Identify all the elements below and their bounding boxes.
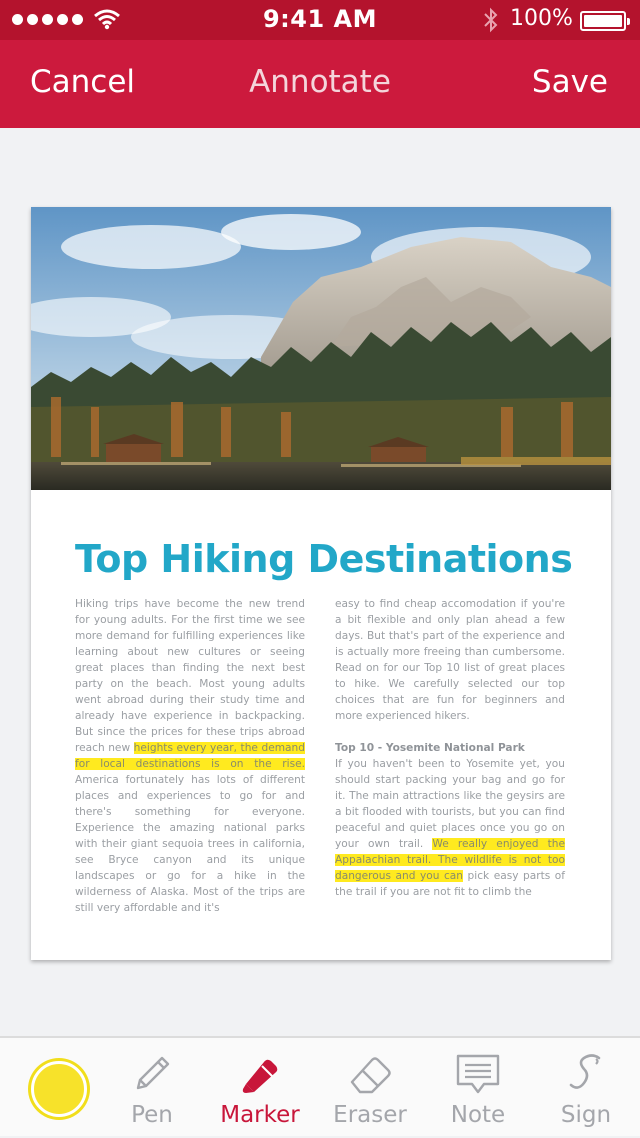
annotation-toolbar	[0, 1036, 640, 1136]
battery-icon	[580, 11, 626, 31]
marker-icon	[236, 1052, 284, 1096]
highlight-annotation[interactable]: We really enjoyed the Appalachian trail. The wildlife is not too dangerous and you can	[335, 838, 565, 882]
paragraph-text: America fortunately has lots of different places and experiences to go for and there's something for everyone. Experience the amazing national parks with their giant sequoia trees in california, see Bryce canyon and its unique landscapes or go for a hike in the wilderness of Alaska. Most of the trips are still very affordable and it's	[75, 774, 305, 914]
mountain-lake-photo	[31, 207, 611, 490]
left-column-text[interactable]	[75, 596, 305, 916]
right-column-text[interactable]	[335, 596, 565, 900]
tool-label: Note	[450, 1102, 506, 1128]
bluetooth-icon	[483, 7, 499, 33]
note-icon	[454, 1052, 502, 1096]
cancel-button[interactable]: Cancel	[30, 64, 136, 100]
sign-icon	[566, 1052, 606, 1096]
tool-pen[interactable]	[112, 1038, 192, 1138]
tool-sign[interactable]	[548, 1038, 624, 1138]
highlight-annotation[interactable]: heights every year, the demand for local destinations is on the rise.	[75, 742, 305, 770]
paragraph-text: easy to find cheap accomodation if you're a bit flexible and only plan ahead a few days. But that's part of the experience and is actually more freeing than cumbersome. Read on for our Top 10 list of great places to hike. We carefully selected our top choices that are fun for beginners and more experienced hikers.	[335, 598, 565, 722]
tool-label: Marker	[220, 1102, 300, 1128]
save-button[interactable]: Save	[531, 64, 608, 100]
paragraph-text: Hiking trips have become the new trend for young adults. For the first time we see more demand for fulfilling experiences like learning about new cultures or seeing great places than finding the next best party on the beach. Most young adults went abroad during their study time and already have experience in backpacking. But since the prices for these trips abroad reach new	[75, 598, 305, 754]
status-time: 9:41 AM	[262, 5, 377, 33]
tool-eraser[interactable]	[328, 1038, 412, 1138]
tool-label: Pen	[131, 1102, 173, 1128]
status-bar	[0, 0, 640, 40]
pen-icon	[130, 1052, 174, 1096]
nav-bar	[0, 40, 640, 128]
document-page[interactable]	[31, 207, 611, 960]
eraser-icon	[346, 1052, 394, 1096]
page-title: Annotate	[249, 64, 391, 100]
paragraph-text: pick easy parts of the trail if you are not fit to climb the	[335, 870, 565, 898]
section-subheading: Top 10 - Yosemite National Park	[335, 742, 525, 754]
tool-label: Eraser	[333, 1102, 407, 1128]
tool-marker[interactable]	[214, 1038, 306, 1138]
annotation-canvas[interactable]	[0, 128, 640, 1036]
color-picker-button[interactable]	[31, 1061, 87, 1117]
tool-note[interactable]	[440, 1038, 516, 1138]
battery-percent: 100%	[510, 6, 573, 31]
tool-label: Sign	[560, 1102, 612, 1128]
paragraph-text: If you haven't been to Yosemite yet, you should start packing your bag and go for it. The main attractions like the geysirs are a bit flooded with tourists, but you can find peaceful and quiet places once you go on your own trail.	[335, 758, 565, 850]
document-title: Top Hiking Destinations	[75, 537, 573, 581]
